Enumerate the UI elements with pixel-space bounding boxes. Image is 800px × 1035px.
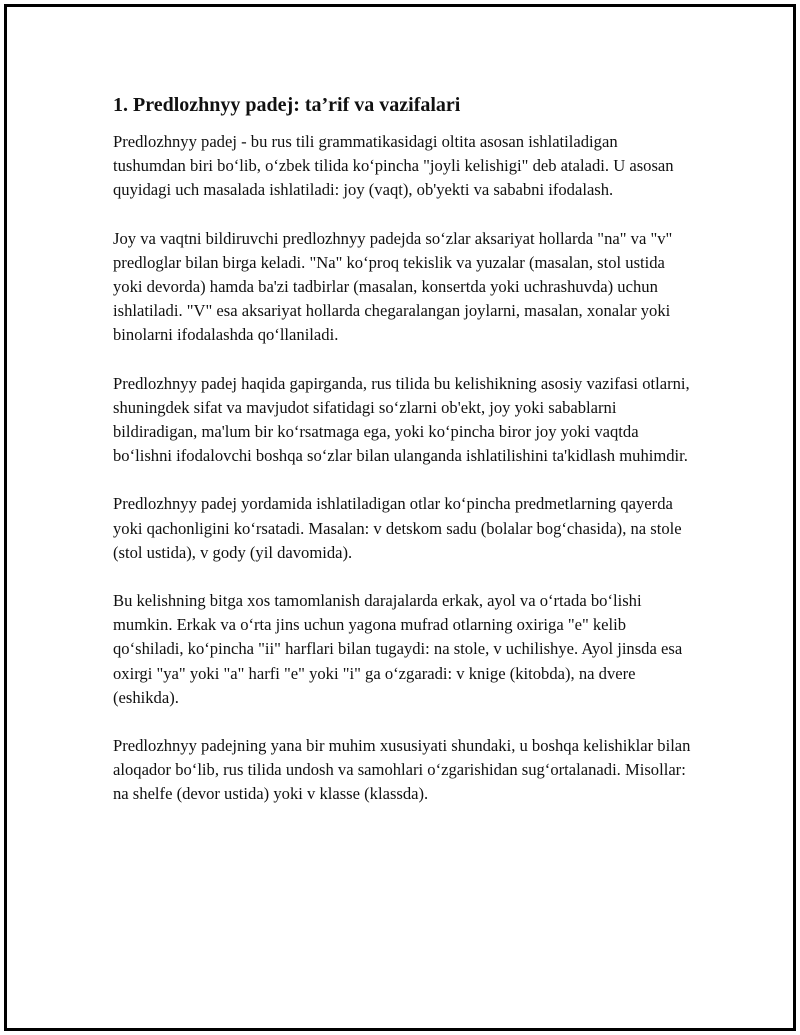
paragraph-4: Predlozhnyy padej yordamida ishlatiladigan otlar ko‘pincha predmetlarning qayerda yoki qachonligini ko‘rsatadi. Masalan: v detskom sadu (bolalar bog‘chasida), na stole (stol ustida), v gody (yil davomida). bbox=[113, 494, 682, 562]
paragraph-3: Predlozhnyy padej haqida gapirganda, rus tilida bu kelishikning asosiy vazifasi otlarni, shuningdek sifat va mavjudot sifatidagi so‘zlarni ob'ekt, joy yoki sabablarni bildiradigan, ma'lum bir ko‘rsatmaga ega, yoki ko‘pincha biror joy yoki vaqtda bo‘lishni ifodalovchi boshqa so‘zlar bilan ulanganda ishlatilishini ta'kidlash muhimdir. bbox=[113, 373, 690, 466]
document-body bbox=[113, 92, 693, 831]
section-heading: 1. Predlozhnyy padej: ta’rif va vazifalari bbox=[113, 94, 461, 116]
paragraph-5: Bu kelishning bitga xos tamomlanish darajalarda erkak, ayol va o‘rtada bo‘lishi mumkin. Erkak va o‘rta jins uchun yagona mufrad otlarning oxiriga "e" kelib qo‘shiladi, ko‘pincha "ii" harflari bilan tugaydi: na stole, v uchilishye. Ayol jinsda esa oxirgi "ya" yoki "a" harfi "e" yoki "i" ga o‘zgaradi: v knige (kitobda), na dvere (eshikda). bbox=[113, 591, 683, 707]
paragraph-1: Predlozhnyy padej - bu rus tili grammatikasidagi oltita asosan ishlatiladigan tushumdan biri bo‘lib, o‘zbek tilida ko‘pincha "joyli kelishigi" deb ataladi. U asosan quyidagi uch masalada ishlatiladi: joy (vaqt), ob'yekti va sababni ifodalash. bbox=[113, 132, 674, 200]
paragraph-6: Predlozhnyy padejning yana bir muhim xususiyati shundaki, u boshqa kelishiklar bilan aloqador bo‘lib, rus tilida undosh va samohlari o‘zgarishidan sug‘ortalanadi. Misollar: na shelfe (devor ustida) yoki v klasse (klassda). bbox=[113, 736, 691, 804]
paragraph-2: Joy va vaqtni bildiruvchi predlozhnyy padejda so‘zlar aksariyat hollarda "na" va "v" predloglar bilan birga keladi. "Na" ko‘proq tekislik va yuzalar (masalan, stol ustida yoki devorda) hamda ba'zi tadbirlar (masalan, konsertda yoki uchrashuvda) uchun ishlatiladi. "V" esa aksariyat hollarda chegaralangan joylarni, masalan, xonalar yoki binolarni ifodalashda qo‘llaniladi. bbox=[113, 228, 673, 345]
